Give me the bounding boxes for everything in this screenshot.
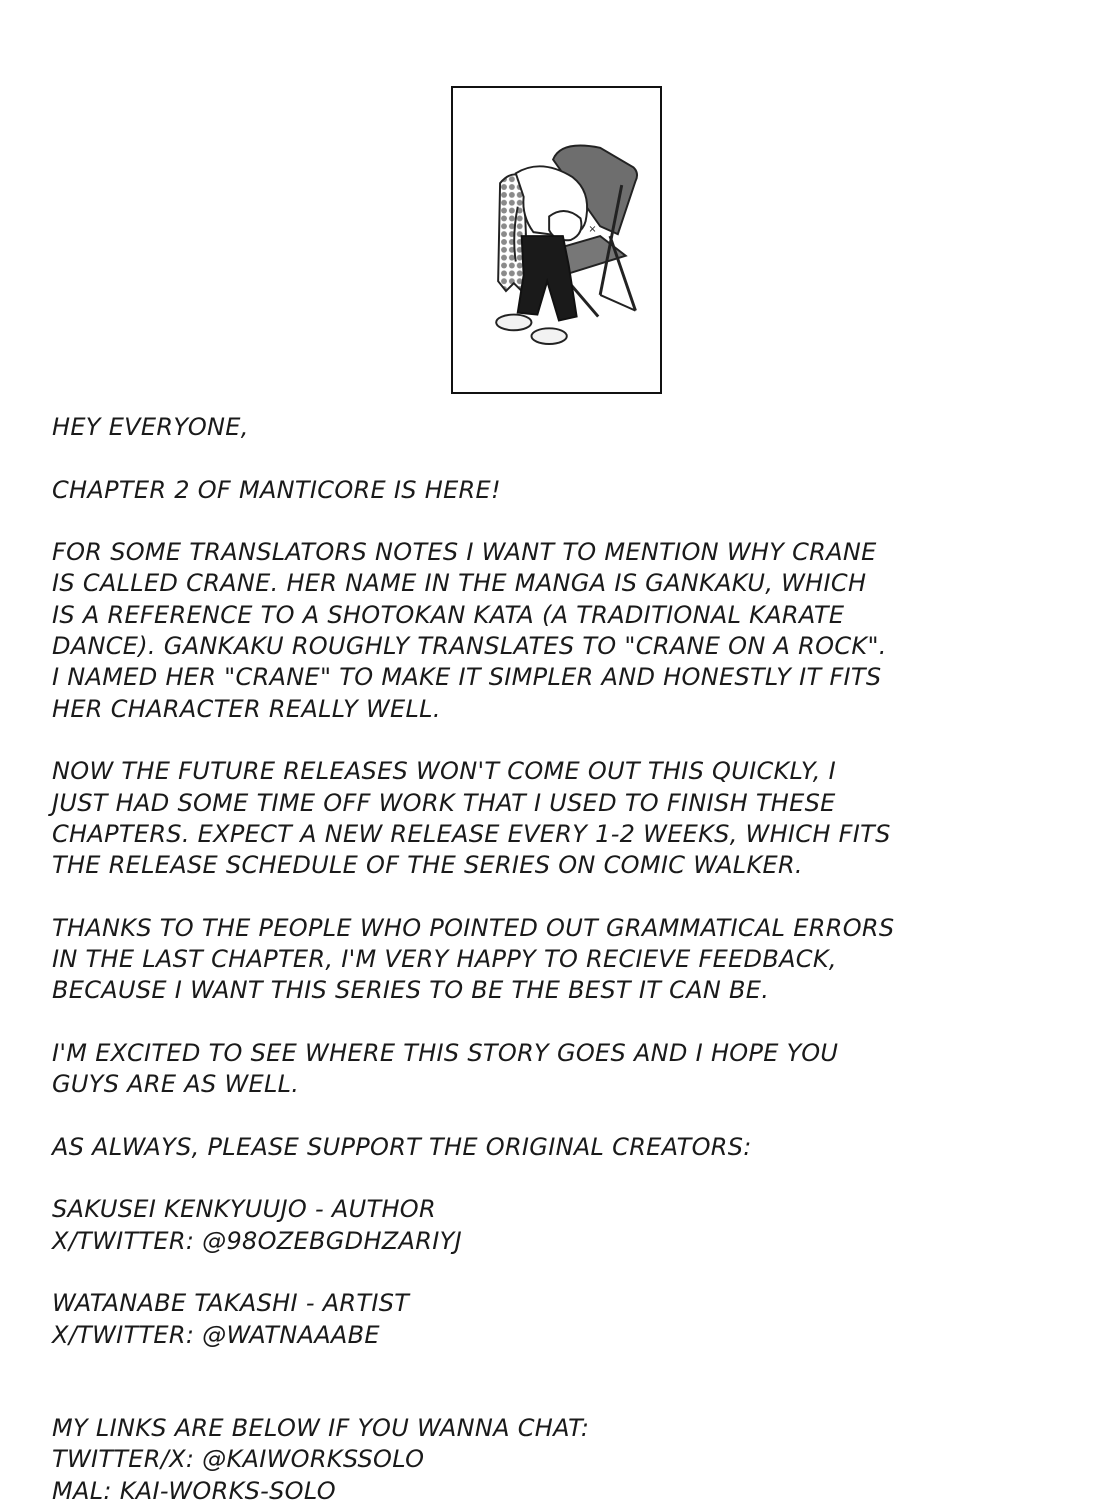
- artist-credit: [52, 1288, 1062, 1351]
- author-twitter: X/TWITTER: @98OZEBGDHZARIYJ: [52, 1226, 462, 1255]
- release-schedule-paragraph: NOW THE FUTURE RELEASES WON'T COME OUT THIS QUICKLY, I JUST HAD SOME TIME OFF WORK THAT I USED TO FINISH THESE CHAPTERS. EXPECT A NEW RELEASE EVERY 1-2 WEEKS, WHICH FITS THE RELEASE SCHEDULE OF THE SERIES ON COMIC WALKER.: [52, 757, 891, 880]
- illustration-frame: [451, 86, 662, 394]
- character-on-folding-chair-illustration: [453, 88, 660, 392]
- artist-line: WATANABE TAKASHI - ARTIST: [52, 1289, 410, 1318]
- links-intro: MY LINKS ARE BELOW IF YOU WANNA CHAT:: [52, 1413, 590, 1442]
- my-mal-link: MAL: KAI-WORKS-SOLO: [52, 1476, 336, 1505]
- excitement-paragraph: I'M EXCITED TO SEE WHERE THIS STORY GOES AND I HOPE YOU GUYS ARE AS WELL.: [52, 1038, 839, 1099]
- svg-text:×: ×: [588, 224, 597, 236]
- chapter-headline: CHAPTER 2 OF MANTICORE IS HERE!: [52, 475, 501, 504]
- author-credit: [52, 1194, 1062, 1257]
- artist-twitter: X/TWITTER: @WATNAAABE: [52, 1320, 380, 1349]
- my-links: [52, 1413, 1062, 1507]
- author-line: SAKUSEI KENKYUUJO - AUTHOR: [52, 1195, 436, 1224]
- greeting: HEY EVERYONE,: [52, 413, 249, 441]
- my-twitter-link: TWITTER/X: @KAIWORKSSOLO: [52, 1445, 425, 1474]
- translator-letter: [52, 412, 1062, 1507]
- thanks-paragraph: THANKS TO THE PEOPLE WHO POINTED OUT GRAMMATICAL ERRORS IN THE LAST CHAPTER, I'M VERY HAPPY TO RECIEVE FEEDBACK, BECAUSE I WANT THIS SERIES TO BE THE BEST IT CAN BE.: [52, 913, 895, 1005]
- translator-notes-paragraph: FOR SOME TRANSLATORS NOTES I WANT TO MENTION WHY CRANE IS CALLED CRANE. HER NAME IN THE MANGA IS GANKAKU, WHICH IS A REFERENCE TO A SHOTOKAN KATA (A TRADITIONAL KARATE DANCE). GANKAKU ROUGHLY TRANSLATES TO "CRANE ON A ROCK". I NAMED HER "CRANE" TO MAKE IT SIMPLER AND HONESTLY IT FITS HER CHARACTER REALLY WELL.: [52, 538, 887, 723]
- support-intro: AS ALWAYS, PLEASE SUPPORT THE ORIGINAL CREATORS:: [52, 1132, 752, 1161]
